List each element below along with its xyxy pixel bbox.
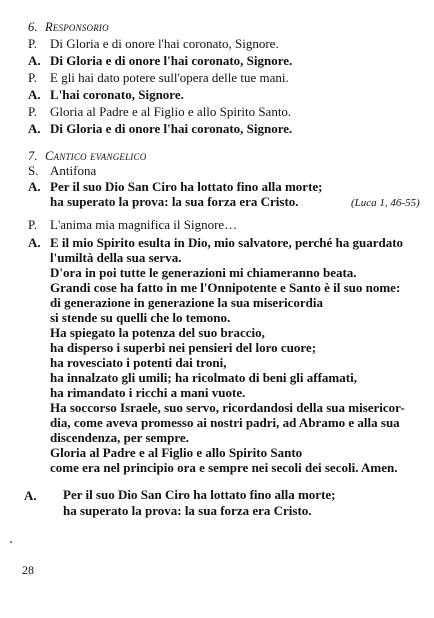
final-antiphon-label: A. — [24, 488, 37, 503]
line-text: L'hai coronato, Signore. — [50, 87, 184, 102]
canticle-line: D'ora in poi tutte le generazioni mi chiameranno beata. — [50, 265, 357, 280]
line-label: P. — [28, 70, 38, 85]
canticle-line: ha rovesciato i potenti dai troni, — [50, 355, 227, 370]
section-6-number: 6. — [28, 20, 38, 34]
line-text: Per il suo Dio San Ciro ha lottato fino alla morte; — [50, 179, 323, 194]
section-7-number: 7. — [28, 149, 38, 163]
page-number: 28 — [22, 563, 34, 577]
line-text: E il mio Spirito esulta in Dio, mio salvatore, perché ha guardato — [50, 235, 404, 250]
canticle-line: come era nel principio ora e sempre nei secoli dei secoli. Amen. — [50, 460, 398, 475]
canticle-line: discendenza, per sempre. — [50, 430, 189, 445]
line-text: Antifona — [50, 163, 97, 178]
line-label: A. — [28, 121, 41, 136]
line-text: Gloria al Padre e al Figlio e allo Spirito Santo. — [50, 104, 292, 119]
section-7-title: Cantico evangelico — [45, 149, 147, 163]
canticle-line: Gloria al Padre e al Figlio e allo Spirito Santo — [50, 445, 303, 460]
scan-speck — [10, 541, 12, 543]
line-text: ha superato la prova: la sua forza era Cristo. — [50, 194, 299, 209]
line-label: S. — [28, 163, 39, 178]
canticle-line: Ha soccorso Israele, suo servo, ricordandosi della sua misericor- — [50, 400, 405, 415]
line-label: A. — [28, 53, 41, 68]
canticle-line: l'umiltà della sua serva. — [50, 250, 182, 265]
line-label: A. — [28, 179, 41, 194]
section-6-title: Responsorio — [45, 20, 109, 34]
gospel-reference: (Luca 1, 46-55) — [351, 197, 420, 209]
canticle-line: Ha spiegato la potenza del suo braccio, — [50, 325, 265, 340]
line-label: P. — [28, 104, 38, 119]
canticle-line: ha disperso i superbi nei pensieri del loro cuore; — [50, 340, 317, 355]
final-antiphon-line: ha superato la prova: la sua forza era Cristo. — [63, 503, 312, 518]
line-text: Di Gloria e di onore l'hai coronato, Signore. — [50, 121, 293, 136]
canticle-line: dia, come aveva promesso ai nostri padri, ad Abramo e alla sua — [50, 415, 400, 430]
canticle-line: ha innalzato gli umili; ha ricolmato di beni gli affamati, — [50, 370, 357, 385]
line-label: P. — [28, 217, 38, 232]
line-text: E gli hai dato potere sull'opera delle tue mani. — [50, 70, 289, 85]
line-text: Di Gloria e di onore l'hai coronato, Signore. — [50, 36, 279, 51]
canticle-line: Grandi cose ha fatto in me l'Onnipotente e Santo è il suo nome: — [50, 280, 401, 295]
line-text: L'anima mia magnifica il Signore… — [50, 217, 238, 232]
line-text: Di Gloria e di onore l'hai coronato, Signore. — [50, 53, 293, 68]
section-7-heading — [28, 149, 146, 164]
canticle-line: si stende su quelli che lo temono. — [50, 310, 231, 325]
line-label: A. — [28, 235, 41, 250]
final-antiphon-line: Per il suo Dio San Ciro ha lottato fino alla morte; — [63, 487, 336, 502]
line-label: P. — [28, 36, 38, 51]
line-label: A. — [28, 87, 41, 102]
section-6-heading — [28, 20, 109, 35]
canticle-line: di generazione in generazione la sua misericordia — [50, 295, 323, 310]
canticle-line: ha rimandato i ricchi a mani vuote. — [50, 385, 246, 400]
